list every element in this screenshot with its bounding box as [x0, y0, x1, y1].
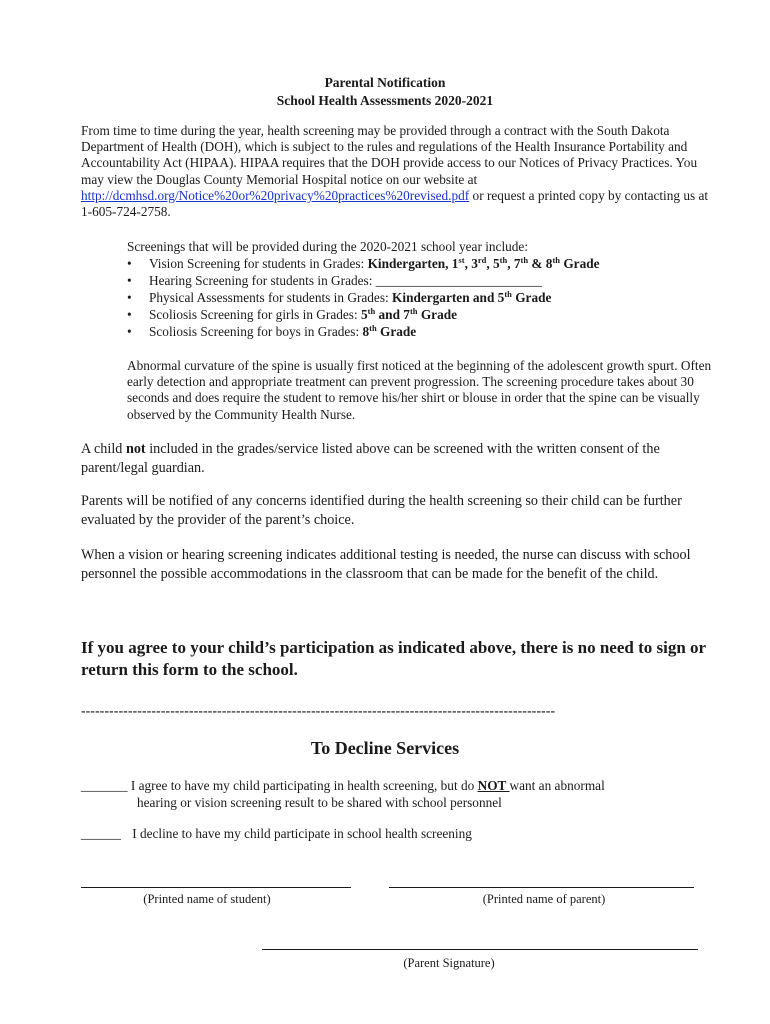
list-item	[127, 272, 712, 289]
checkbox-blank[interactable]: ______	[81, 826, 121, 841]
vision-paragraph: When a vision or hearing screening indicates additional testing is needed, the nurse can discuss with school personnel the possible accommodations in the classroom that can be made for the benefit of the child.	[81, 547, 691, 582]
scoliosis-explanation: Abnormal curvature of the spine is usually first noticed at the beginning of the adolescent growth spurt. Often early detection and appropriate treatment can prevent progression. The screening procedure takes about 30 seconds and does require the student to remove his/her shirt or blouse in order that the spine can be visually observed by the Community Health Nurse.	[127, 358, 712, 422]
bullet-icon: •	[127, 256, 132, 271]
decline-option-share-results	[81, 778, 721, 811]
screening-label: Physical Assessments for students in Grades:	[149, 290, 393, 305]
list-item	[127, 289, 712, 306]
decline-option-all-screening	[81, 826, 721, 843]
emphasis-text: NOT	[477, 778, 510, 793]
not-included-paragraph	[81, 440, 711, 477]
notified-paragraph: Parents will be notified of any concerns identified during the health screening so their child can be further evaluated by the provider of the parent’s choice.	[81, 493, 682, 528]
privacy-notice-link[interactable]: http://dcmhsd.org/Notice%20or%20privacy%20practices%20revised.pdf	[81, 187, 470, 203]
document-title: Parental Notification	[324, 75, 446, 90]
list-item	[127, 323, 712, 340]
option-text: I decline to have my child participate in school health screening	[132, 826, 472, 841]
cut-line-separator: -----------------------------------------------------------------------------------------------------	[81, 703, 556, 718]
option-text: I agree to have my child participating in health screening, but do	[127, 778, 478, 793]
screening-label: Scoliosis Screening for girls in Grades:	[149, 307, 361, 322]
document-header	[0, 74, 770, 110]
screening-grades: 8th Grade	[362, 323, 417, 339]
document-subtitle: School Health Assessments 2020-2021	[276, 93, 494, 108]
emphasis-text: not	[125, 441, 146, 457]
list-item	[127, 255, 712, 272]
option-text: want an abnormal	[509, 778, 605, 793]
bullet-icon: •	[127, 273, 132, 288]
intro-paragraph	[81, 123, 711, 220]
student-name-caption: (Printed name of student)	[143, 892, 271, 906]
decline-section-title: To Decline Services	[310, 738, 460, 758]
screening-grades: 5th and 7th Grade	[360, 306, 458, 322]
screening-grades: Kindergarten and 5th Grade	[392, 289, 552, 305]
parent-signature-line[interactable]	[262, 949, 698, 950]
paragraph-text: A child	[81, 441, 126, 457]
screenings-section	[127, 238, 712, 340]
option-text-continued: hearing or vision screening result to be shared with school personnel	[137, 794, 502, 810]
parent-name-caption: (Printed name of parent)	[482, 892, 606, 906]
paragraph-text: included in the grades/service listed above can be screened with the written consent of the parent/legal guardian.	[81, 441, 660, 476]
intro-contact-text: or request a printed copy by contacting us at 1-605-724-2758.	[81, 187, 709, 220]
screenings-list	[127, 255, 712, 340]
intro-text: From time to time during the year, health screening may be provided through a contract with the South Dakota Department of Health (DOH), which is subject to the rules and regulations of the Health Insurance Portability and Accountability Act (HIPAA). HIPAA requires that the DOH provide access to our Notices of Privacy Practices. You may view the Douglas County Memorial Hospital notice on our website at	[81, 123, 698, 187]
bullet-icon: •	[127, 324, 132, 339]
list-item	[127, 306, 712, 323]
checkbox-blank[interactable]: _______	[81, 778, 128, 793]
screenings-lead: Screenings that will be provided during the 2020-2021 school year include:	[127, 239, 529, 254]
screening-label: Hearing Screening for students in Grades:	[149, 273, 376, 288]
parent-name-line[interactable]	[389, 887, 694, 888]
screening-label: Vision Screening for students in Grades:	[149, 256, 368, 271]
bullet-icon: •	[127, 307, 132, 322]
bullet-icon: •	[127, 290, 132, 305]
screening-label: Scoliosis Screening for boys in Grades:	[149, 324, 363, 339]
screening-grades: Kindergarten, 1st, 3rd, 5th, 7th & 8th Grade	[367, 255, 600, 271]
agree-statement: If you agree to your child’s participation as indicated above, there is no need to sign or return this form to the school.	[81, 638, 706, 679]
student-name-line[interactable]	[81, 887, 351, 888]
screening-grades-blank[interactable]: _________________________	[375, 273, 542, 288]
parent-signature-caption: (Parent Signature)	[403, 956, 495, 970]
